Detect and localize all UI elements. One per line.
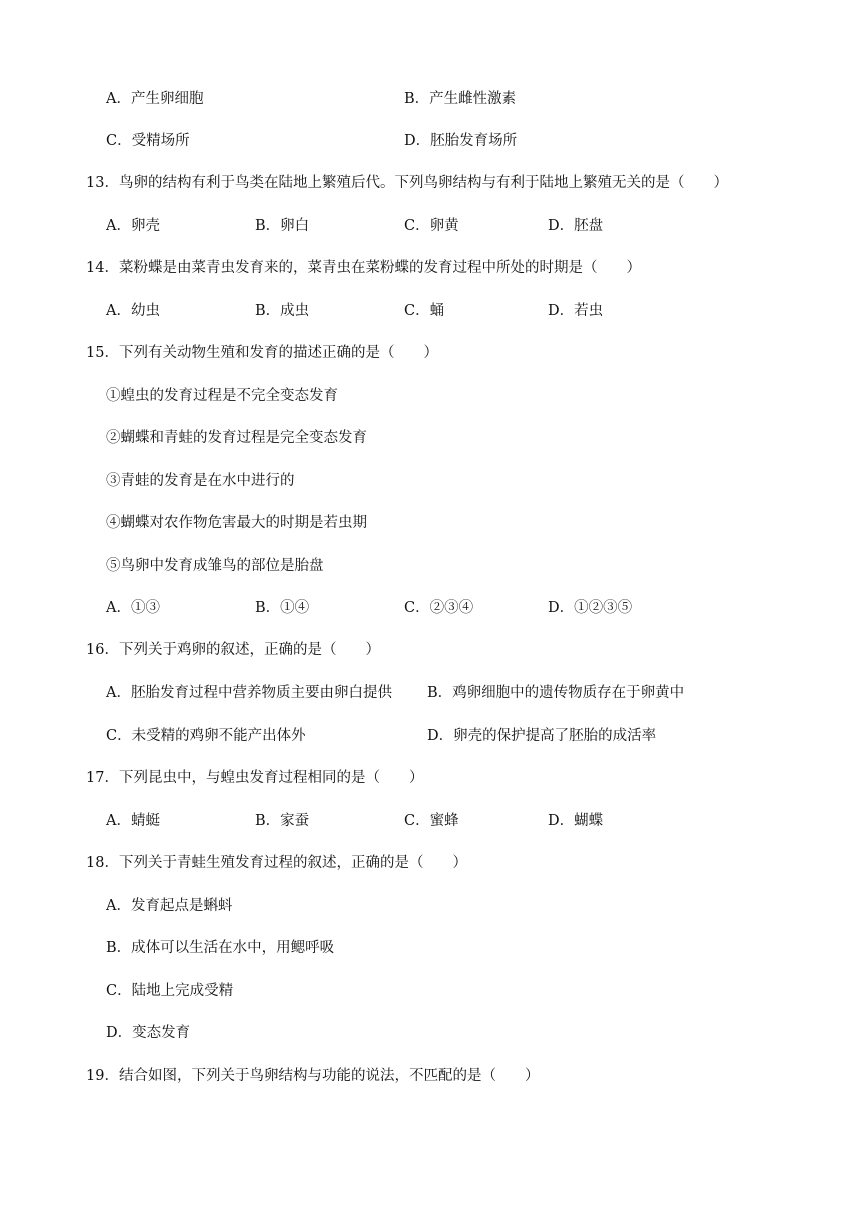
option-d: D．胚盘 [548,218,604,234]
statement-4: ④蝴蝶对农作物危害最大的时期是若虫期 [106,515,367,531]
option-a: A．卵壳 [106,218,160,234]
question-stem: 14．菜粉蝶是由菜青虫发育来的，菜青虫在菜粉蝶的发育过程中所处的时期是（ ） [86,260,641,276]
option-a: A．产生卵细胞 [106,91,204,107]
option-c: C．受精场所 [106,133,190,149]
option-c: C．未受精的鸡卵不能产出体外 [106,728,306,744]
option-a: A．幼虫 [106,303,160,319]
question-stem: 16．下列关于鸡卵的叙述，正确的是（ ） [86,642,380,658]
option-a: A．①③ [106,600,160,616]
question-stem: 15．下列有关动物生殖和发育的描述正确的是（ ） [86,345,438,361]
option-a: A．发育起点是蝌蚪 [106,898,233,914]
option-c: C．陆地上完成受精 [106,983,234,999]
option-c: C．②③④ [404,600,474,616]
option-c: C．卵黄 [404,218,459,234]
option-b: B．家蚕 [255,813,310,829]
option-d: D．变态发育 [106,1025,191,1041]
statement-3: ③青蛙的发育是在水中进行的 [106,473,295,489]
statement-5: ⑤鸟卵中发育成雏鸟的部位是胎盘 [106,558,324,574]
statement-2: ②蝴蝶和青蛙的发育过程是完全变态发育 [106,430,367,446]
option-c: C．蜜蜂 [404,813,459,829]
option-b: B．卵白 [255,218,310,234]
option-d: D．卵壳的保护提高了胚胎的成活率 [427,728,657,744]
option-d: D．①②③⑤ [548,600,633,616]
question-stem: 17．下列昆虫中，与蝗虫发育过程相同的是（ ） [86,770,424,786]
option-b: B．①④ [255,600,310,616]
question-stem: 13．鸟卵的结构有利于鸟类在陆地上繁殖后代。下列鸟卵结构与有利于陆地上繁殖无关的是（ ） [86,175,728,191]
option-b: B．成体可以生活在水中，用鳃呼吸 [106,940,335,956]
option-d: D．若虫 [548,303,604,319]
option-d: D．蝴蝶 [548,813,604,829]
option-c: C．蛹 [404,303,445,319]
option-a: A．胚胎发育过程中营养物质主要由卵白提供 [106,685,392,701]
option-b: B．产生雌性激素 [404,91,517,107]
statement-1: ①蝗虫的发育过程是不完全变态发育 [106,388,338,404]
option-d: D．胚胎发育场所 [404,133,518,149]
option-b: B．鸡卵细胞中的遗传物质存在于卵黄中 [427,685,685,701]
question-stem: 19．结合如图，下列关于鸟卵结构与功能的说法，不匹配的是（ ） [86,1068,540,1084]
option-a: A．蜻蜓 [106,813,160,829]
question-stem: 18．下列关于青蛙生殖发育过程的叙述，正确的是（ ） [86,855,467,871]
option-b: B．成虫 [255,303,310,319]
